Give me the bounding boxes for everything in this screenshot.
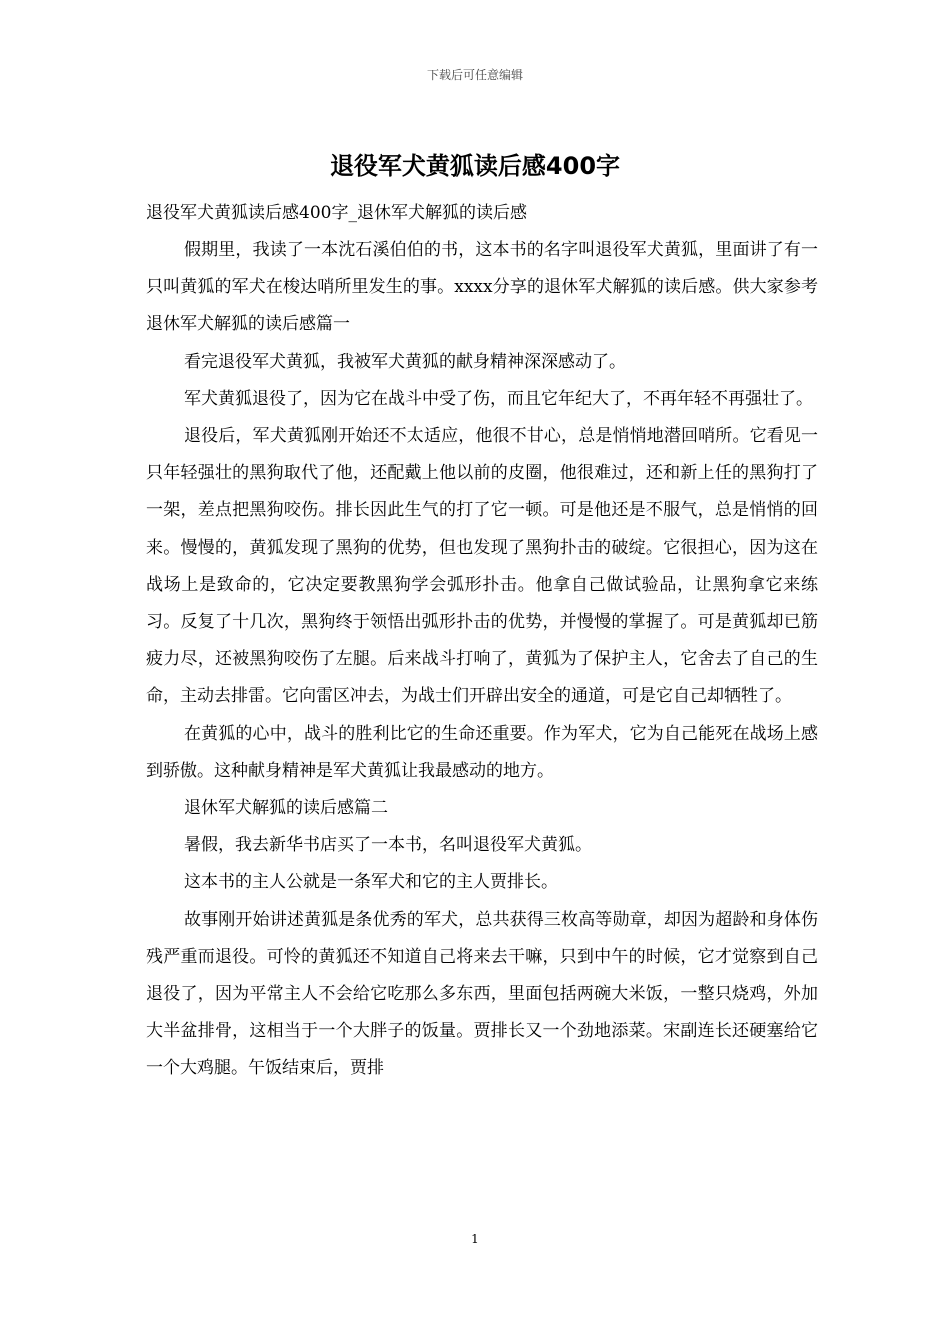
document-subtitle: 退役军犬黄狐读后感400字_退休军犬解狐的读后感 [146,203,527,223]
paragraph: 军犬黄狐退役了，因为它在战斗中受了伤，而且它年纪大了，不再年轻不再强壮了。 [184,388,813,409]
paragraph: 暑假，我去新华书店买了一本书，名叫退役军犬黄狐。 [184,835,592,856]
paragraph: 假期里，我读了一本沈石溪伯伯的书，这本书的名字叫退役军犬黄狐，里面讲了有一只叫黄狐的军犬在梭达哨所里发生的事。xxxx分享的退休军犬解狐的读后感。供大家参考退休军犬解狐的读后感篇一 [146,240,818,335]
paragraph: 这本书的主人公就是一条军犬和它的主人贾排长。 [184,872,558,893]
paragraph: 退役后，军犬黄狐刚开始还不太适应，他很不甘心，总是悄悄地潜回哨所。它看见一只年轻强壮的黑狗取代了他，还配戴上他以前的皮圈，他很难过，还和新上任的黑狗打了一架，差点把黑狗咬伤。排长因此生气的打了它一顿。可是他还是不服气，总是悄悄的回来。慢慢的，黄狐发现了黑狗的优势，但也发现了黑狗扑击的破绽。它很担心，因为这在战场上是致命的，它决定要教黑狗学会弧形扑击。他拿自己做试验品，让黑狗拿它来练习。反复了十几次，黑狗终于领悟出弧形扑击的优势，并慢慢的掌握了。可是黄狐却已筋疲力尽，还被黑狗咬伤了左腿。后来战斗打响了，黄狐为了保护主人，它舍去了自己的生命，主动去排雷。它向雷区冲去，为战士们开辟出安全的通道，可是它自己却牺牲了。 [146,426,818,707]
paragraph: 看完退役军犬黄狐，我被军犬黄狐的献身精神深深感动了。 [184,351,626,372]
page-header: 下载后可任意编辑 [426,68,523,82]
document-title: 退役军犬黄狐读后感400字 [329,152,621,180]
paragraph: 故事刚开始讲述黄狐是条优秀的军犬，总共获得三枚高等勋章，却因为超龄和身体伤残严重而退役。可怜的黄狐还不知道自己将来去干嘛，只到中午的时候，它才觉察到自己退役了，因为平常主人不会给它吃那么多东西，里面包括两碗大米饭，一整只烧鸡，外加大半盆排骨，这相当于一个大胖子的饭量。贾排长又一个劲地添菜。宋副连长还硬塞给它一个大鸡腿。午饭结束后，贾排 [146,909,818,1079]
document-body [146,232,818,1088]
page-number: 1 [471,1232,479,1246]
paragraph: 在黄狐的心中，战斗的胜利比它的生命还重要。作为军犬，它为自己能死在战场上感到骄傲。这种献身精神是军犬黄狐让我最感动的地方。 [146,723,818,781]
section-heading: 退休军犬解狐的读后感篇二 [184,798,388,819]
